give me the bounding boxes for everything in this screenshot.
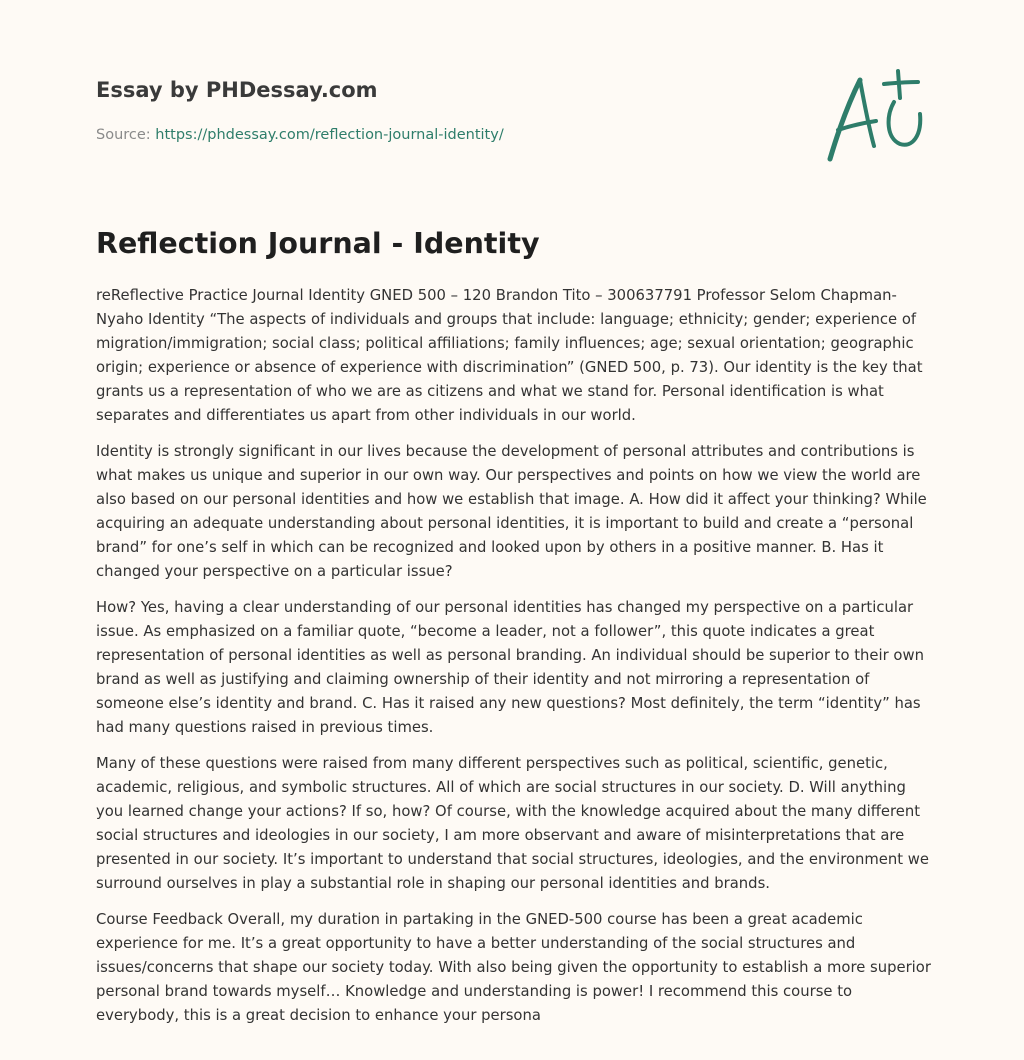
essay-paragraph: Course Feedback Overall, my duration in partaking in the GNED-500 course has been a great academic experience for me. It’s a great opportunity to have a better understanding of the social structures and issues/concerns that shape our society today. With also being given the opportunity to establish a more superior personal brand towards myself… Knowledge and understanding is power! I recommend this course to everybody, this is a great decision to enhance your persona <box>96 911 931 1024</box>
a-plus-logo-icon <box>820 66 930 166</box>
source-line <box>96 125 696 145</box>
essay-paragraph: Many of these questions were raised from many different perspectives such as political, scientific, genetic, academic, religious, and symbolic structures. All of which are social structures in our society. D. Will anything you learned change your actions? If so, how? Of course, with the knowledge acquired about the many different social structures and ideologies in our society, I am more observant and aware of misinterpretations that are presented in our society. It’s important to understand that social structures, ideologies, and the environment we surround ourselves in play a substantial role in shaping our personal identities and brands. <box>96 755 929 892</box>
source-link[interactable]: https://phdessay.com/reflection-journal-identity/ <box>155 127 504 143</box>
essay-title: Reflection Journal - Identity <box>96 227 540 260</box>
source-label: Source: <box>96 127 156 143</box>
essay-paragraph: How? Yes, having a clear understanding of our personal identities has changed my perspective on a particular issue. As emphasized on a familiar quote, “become a leader, not a follower”, this quote indicates a great representation of personal identities as well as personal branding. An individual should be superior to their own brand as well as justifying and claiming ownership of their identity and not mirroring a representation of someone else’s identity and brand. C. Has it raised any new questions? Most definitely, the term “identity” has had many questions raised in previous times. <box>96 599 924 736</box>
essay-body <box>96 284 932 1040</box>
essay-paragraph: Identity is strongly significant in our lives because the development of personal attributes and contributions is what makes us unique and superior in our own way. Our perspectives and points on how we view the world are also based on our personal identities and how we establish that image. A. How did it affect your thinking? While acquiring an adequate understanding about personal identities, it is important to build and create a “personal brand” for one’s self in which can be recognized and looked upon by others in a positive manner. B. Has it changed your perspective on a particular issue? <box>96 443 927 580</box>
page-header <box>96 74 696 145</box>
site-title: Essay by PHDessay.com <box>96 78 378 102</box>
essay-paragraph: reReflective Practice Journal Identity GNED 500 – 120 Brandon Tito – 300637791 Professor Selom Chapman-Nyaho Identity “The aspects of individuals and groups that include: language; ethnicity; gender; experience of migration/immigration; social class; political affiliations; family influences; age; sexual orientation; geographic origin; experience or absence of experience with discrimination” (GNED 500, p. 73). Our identity is the key that grants us a representation of who we are as citizens and what we stand for. Personal identification is what separates and differentiates us apart from other individuals in our world. <box>96 287 923 424</box>
